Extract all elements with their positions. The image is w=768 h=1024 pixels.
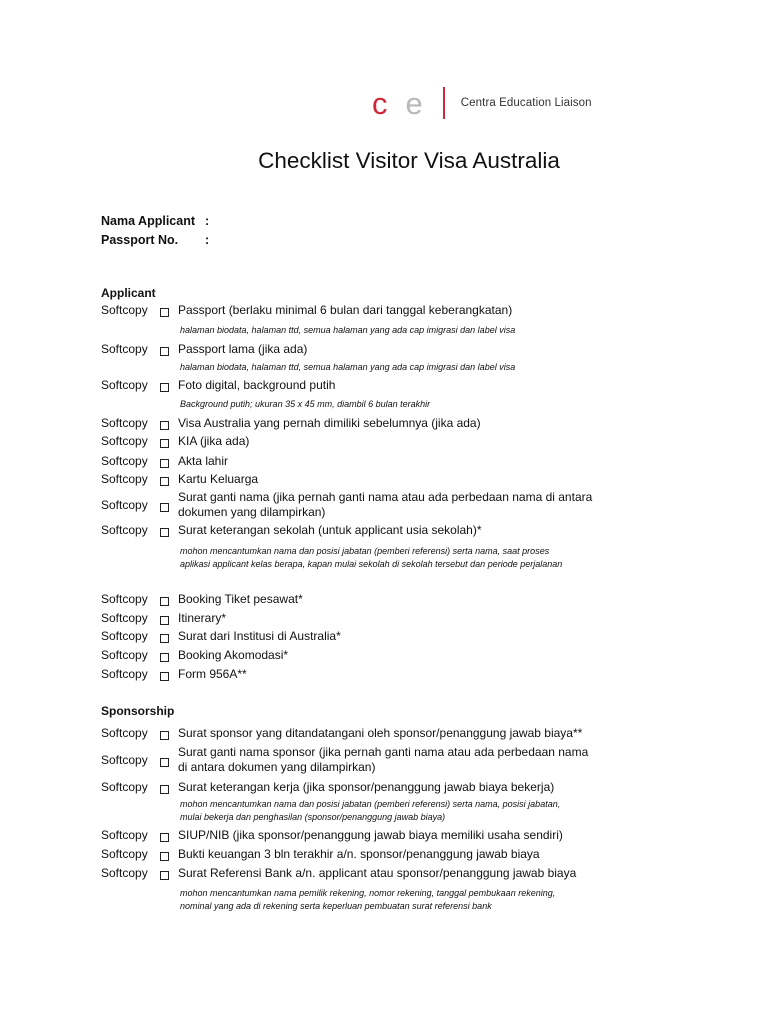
checkbox[interactable] xyxy=(160,477,169,486)
logo-divider xyxy=(443,87,445,119)
section-title-sponsorship: Sponsorship xyxy=(101,704,175,718)
checkbox[interactable] xyxy=(160,383,169,392)
company-logo xyxy=(372,86,592,120)
row-label: Softcopy xyxy=(101,454,148,468)
checkbox[interactable] xyxy=(160,833,169,842)
checklist-row xyxy=(101,523,598,538)
row-text: Surat dari Institusi di Australia* xyxy=(178,629,341,643)
row-label: Softcopy xyxy=(101,592,148,606)
checklist-row xyxy=(101,648,598,663)
row-label: Softcopy xyxy=(101,342,148,356)
row-label: Softcopy xyxy=(101,629,148,643)
logo-company-name: Centra Education Liaison xyxy=(460,97,592,109)
checkbox[interactable] xyxy=(160,785,169,794)
checkbox[interactable] xyxy=(160,672,169,681)
meta-row-name xyxy=(101,214,215,233)
meta-label-passport: Passport No. xyxy=(101,233,179,247)
logo-letter-e: e xyxy=(405,85,423,121)
document-title: Checklist Visitor Visa Australia xyxy=(258,148,560,173)
row-label: Softcopy xyxy=(101,667,148,681)
row-text: Visa Australia yang pernah dimiliki sebelumnya (jika ada) xyxy=(178,416,481,430)
row-text: Surat ganti nama (jika pernah ganti nama atau ada perbedaan nama di antara dokumen yang dilampirkan) xyxy=(178,490,593,519)
checkbox[interactable] xyxy=(160,731,169,740)
row-label: Softcopy xyxy=(101,753,148,767)
row-label: Softcopy xyxy=(101,611,148,625)
checklist-row xyxy=(101,454,598,469)
row-text: Surat sponsor yang ditandatangani oleh sponsor/penanggung jawab biaya** xyxy=(178,726,583,740)
checklist-row xyxy=(101,416,598,431)
checkbox[interactable] xyxy=(160,421,169,430)
row-label: Softcopy xyxy=(101,648,148,662)
row-note: mohon mencantumkan nama dan posisi jabatan (pemberi referensi) serta nama, saat proses aplikasi applicant kelas berapa, kapan mulai sekolah di sekolah tersebut dan periode perjalanan xyxy=(180,546,563,569)
checkbox[interactable] xyxy=(160,597,169,606)
logo-letter-c: c xyxy=(372,85,388,121)
checkbox[interactable] xyxy=(160,459,169,468)
checklist-row xyxy=(101,847,598,862)
checkbox[interactable] xyxy=(160,308,169,317)
checklist-row xyxy=(101,490,598,520)
row-text: Passport (berlaku minimal 6 bulan dari tanggal keberangkatan) xyxy=(178,303,513,317)
row-text: Form 956A** xyxy=(178,667,247,681)
checkbox[interactable] xyxy=(160,503,169,512)
row-label: Softcopy xyxy=(101,780,148,794)
checklist-row xyxy=(101,629,598,644)
checklist-row xyxy=(101,303,598,318)
applicant-meta xyxy=(101,214,215,252)
row-text: Itinerary* xyxy=(178,611,227,625)
row-text: KIA (jika ada) xyxy=(178,434,250,448)
row-label: Softcopy xyxy=(101,866,148,880)
checklist-row xyxy=(101,472,598,487)
checkbox[interactable] xyxy=(160,758,169,767)
checklist-row xyxy=(101,378,598,393)
row-note: Background putih; ukuran 35 x 45 mm, diambil 6 bulan terakhir xyxy=(180,399,431,409)
row-text: Kartu Keluarga xyxy=(178,472,259,486)
checklist-row xyxy=(101,611,598,626)
row-text: Surat keterangan sekolah (untuk applicant usia sekolah)* xyxy=(178,523,482,537)
checkbox[interactable] xyxy=(160,439,169,448)
checklist-row xyxy=(101,780,598,795)
checkbox[interactable] xyxy=(160,347,169,356)
row-note: halaman biodata, halaman ttd, semua halaman yang ada cap imigrasi dan label visa xyxy=(180,325,516,335)
row-label: Softcopy xyxy=(101,498,148,512)
row-text: Passport lama (jika ada) xyxy=(178,342,308,356)
checklist-row xyxy=(101,726,598,741)
row-text: Surat keterangan kerja (jika sponsor/penanggung jawab biaya bekerja) xyxy=(178,780,555,794)
row-label: Softcopy xyxy=(101,303,148,317)
checklist-row xyxy=(101,592,598,607)
row-label: Softcopy xyxy=(101,434,148,448)
row-label: Softcopy xyxy=(101,726,148,740)
row-text: Akta lahir xyxy=(178,454,229,468)
meta-colon: : xyxy=(205,233,210,247)
row-label: Softcopy xyxy=(101,828,148,842)
row-text: Foto digital, background putih xyxy=(178,378,336,392)
checkbox[interactable] xyxy=(160,616,169,625)
row-label: Softcopy xyxy=(101,472,148,486)
meta-label-name: Nama Applicant xyxy=(101,214,196,228)
checkbox[interactable] xyxy=(160,653,169,662)
row-text: SIUP/NIB (jika sponsor/penanggung jawab biaya memiliki usaha sendiri) xyxy=(178,828,563,842)
checklist-row xyxy=(101,434,598,449)
row-label: Softcopy xyxy=(101,523,148,537)
row-text: Surat ganti nama sponsor (jika pernah ganti nama atau ada perbedaan nama di antara dokumen yang dilampirkan) xyxy=(178,745,589,774)
checklist-row xyxy=(101,667,598,682)
row-label: Softcopy xyxy=(101,416,148,430)
checkbox[interactable] xyxy=(160,852,169,861)
row-label: Softcopy xyxy=(101,847,148,861)
row-text: Surat Referensi Bank a/n. applicant atau sponsor/penanggung jawab biaya xyxy=(178,866,577,880)
row-note: halaman biodata, halaman ttd, semua halaman yang ada cap imigrasi dan label visa xyxy=(180,362,516,372)
row-text: Bukti keuangan 3 bln terakhir a/n. sponsor/penanggung jawab biaya xyxy=(178,847,540,861)
meta-colon: : xyxy=(205,214,210,228)
checkbox[interactable] xyxy=(160,634,169,643)
checklist-row xyxy=(101,342,598,357)
row-text: Booking Tiket pesawat* xyxy=(178,592,303,606)
meta-row-passport xyxy=(101,233,215,252)
row-label: Softcopy xyxy=(101,378,148,392)
row-text: Booking Akomodasi* xyxy=(178,648,289,662)
checkbox[interactable] xyxy=(160,871,169,880)
section-title-applicant: Applicant xyxy=(101,286,156,300)
checklist-row xyxy=(101,866,598,881)
checklist-row xyxy=(101,828,598,843)
row-note: mohon mencantumkan nama pemilik rekening, nomor rekening, tanggal pembukaan rekening, nominal yang ada di rekening serta keperluan pembuatan surat referensi bank xyxy=(180,888,556,911)
checklist-row xyxy=(101,745,598,775)
checkbox[interactable] xyxy=(160,528,169,537)
row-note: mohon mencantumkan nama dan posisi jabatan (pemberi referensi) serta nama, posisi jabatan, mulai bekerja dan penghasilan (sponsor/penanggung jawab biaya) xyxy=(180,799,561,822)
